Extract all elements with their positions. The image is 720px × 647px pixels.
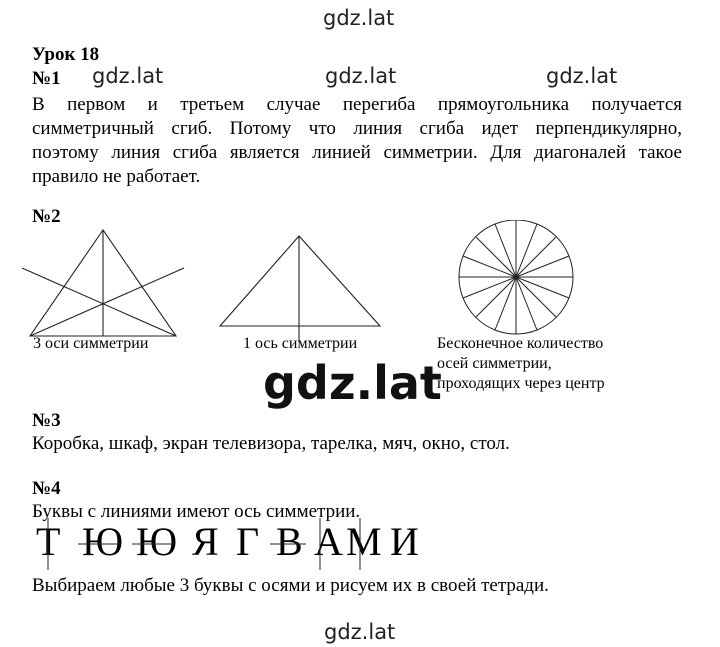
watermark-row-1: gdz.lat (92, 64, 164, 88)
task1-paragraph (32, 93, 682, 189)
watermark-row-3: gdz.lat (546, 64, 618, 88)
task3-number: №3 (32, 410, 61, 431)
watermark-row-2: gdz.lat (325, 64, 397, 88)
task1-number: №1 (32, 68, 61, 89)
caption-one-axis: 1 ось симметрии (243, 335, 358, 352)
task1-line-4: правило не работает. (32, 166, 201, 187)
task4-number: №4 (32, 478, 61, 499)
equilateral-triangle-figure (22, 230, 184, 336)
letter-g: Г (236, 519, 260, 564)
letter-yu-1: Ю (82, 519, 124, 564)
letter-i: И (390, 519, 419, 564)
caption-infinite-axes (437, 334, 605, 394)
caption-infinite-line-3: проходящих через центр (437, 375, 605, 392)
task2-number: №2 (32, 206, 61, 227)
isosceles-triangle-outline (220, 236, 380, 326)
watermark-top: gdz.lat (323, 6, 395, 30)
letter-m: М (346, 519, 382, 564)
task4-outro: Выбираем любые 3 буквы с осями и рисуем их в своей тетради. (32, 575, 549, 596)
letter-axes (0, 518, 720, 578)
letter-yu-2: Ю (136, 519, 178, 564)
letter-v: В (276, 519, 303, 564)
task3-text: Коробка, шкаф, экран телевизора, тарелка, мяч, окно, стол. (32, 433, 510, 454)
caption-infinite-line-2: осей симметрии, (437, 355, 552, 372)
task4-intro: Буквы с линиями имеют ось симметрии. (32, 501, 361, 522)
letter-ya: Я (192, 519, 219, 564)
letter-t: Т (36, 519, 61, 564)
watermark-bottom: gdz.lat (324, 620, 396, 644)
circle-figure (459, 220, 573, 334)
caption-three-axes: 3 оси симметрии (33, 335, 149, 352)
isosceles-triangle-figure (220, 236, 380, 342)
task1-line-3: поэтому линия сгиба является линией симметрии. Для диагоналей такое (32, 142, 682, 163)
lesson-title: Урок 18 (32, 44, 100, 65)
letter-a: А (314, 519, 343, 564)
task1-line-2: симметричный сгиб. Потому что линия сгиба идет перпендикулярно, (32, 118, 682, 139)
task1-line-1: В первом и третьем случае перегиба прямоугольника получается (32, 94, 682, 115)
watermark-center: gdz.lat (263, 356, 442, 410)
caption-infinite-line-1: Бесконечное количество (437, 335, 604, 352)
